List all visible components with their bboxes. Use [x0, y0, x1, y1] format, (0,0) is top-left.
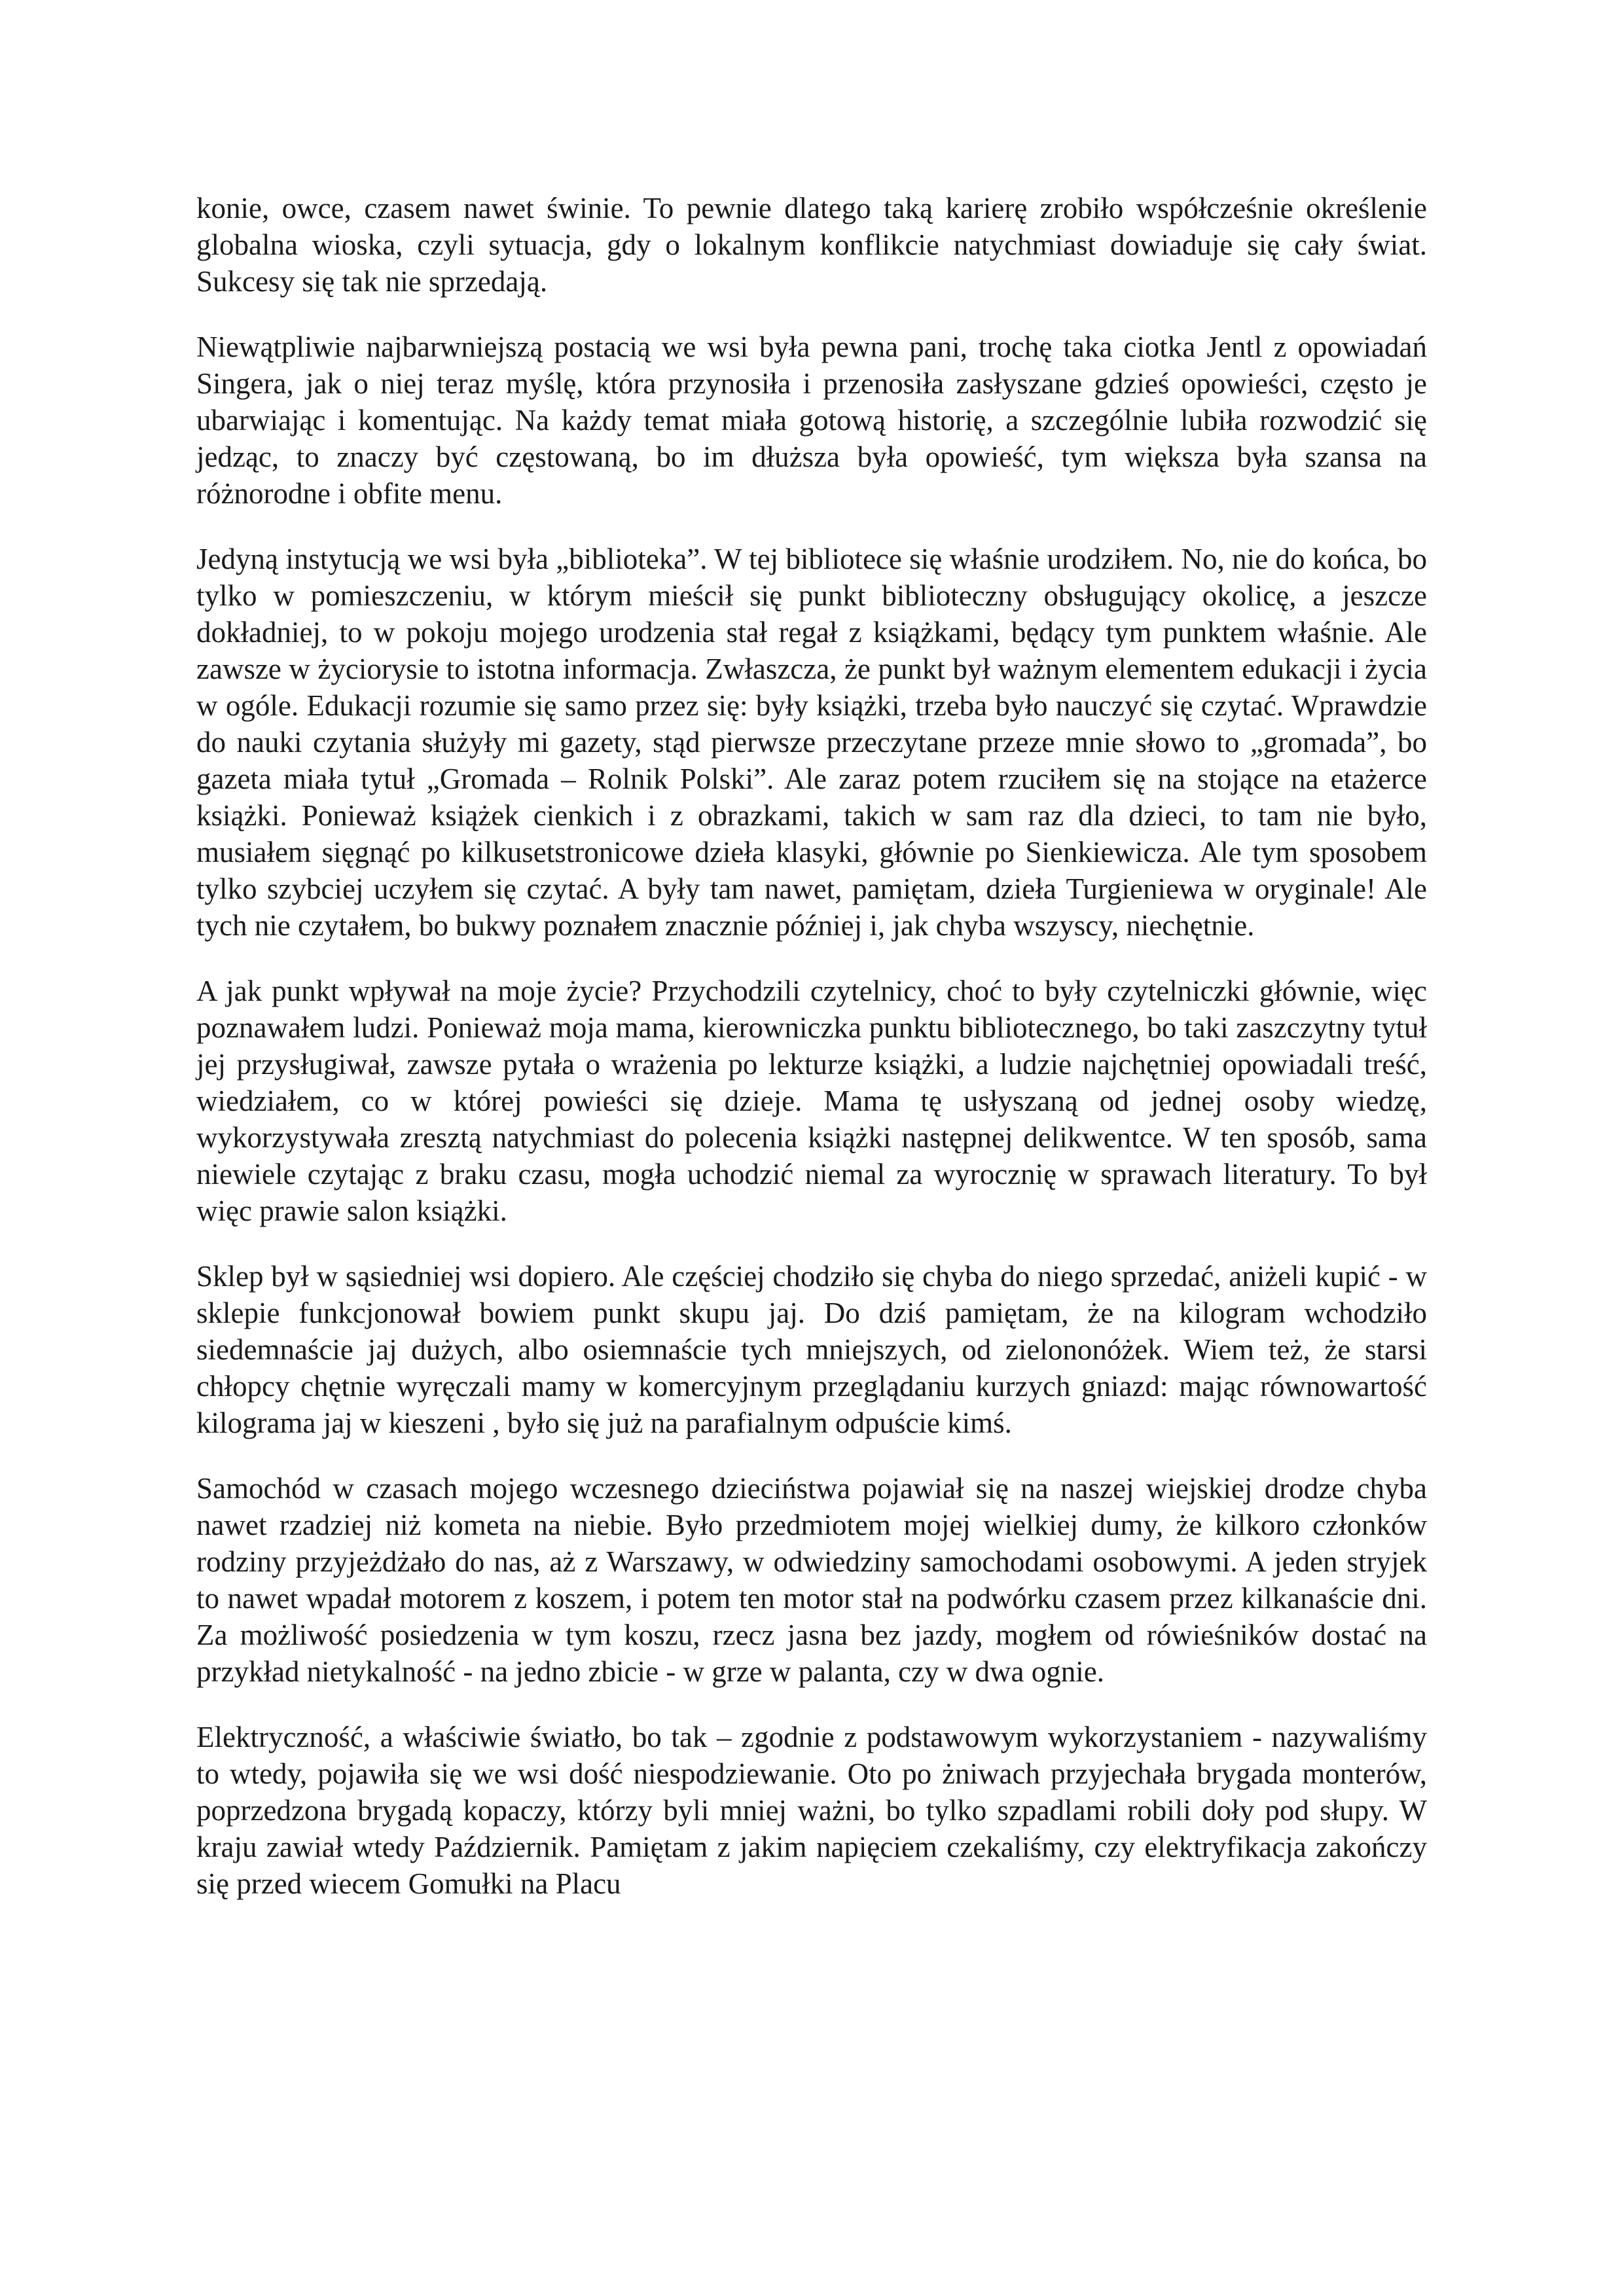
paragraph-library: Jedyną instytucją we wsi była „biblioteka”. W tej bibliotece się właśnie urodziłem. No, nie do końca, bo tylko w pomieszczeniu, w którym mieścił się punkt biblioteczny obsługujący okolicę, a jeszcze dokładniej, to w pokoju mojego urodzenia stał regał z książkami, będący tym punktem właśnie. Ale zawsze w życiorysie to istotna informacja. Zwłaszcza, że punkt był ważnym elementem edukacji i życia w ogóle. Edukacji rozumie się samo przez się: były książki, trzeba było nauczyć się czytać. Wprawdzie do nauki czytania służyły mi gazety, stąd pierwsze przeczytane przeze mnie słowo to „gromada”, bo gazeta miała tytuł „Gromada – Rolnik Polski”. Ale zaraz potem rzuciłem się na stojące na etażerce książki. Ponieważ książek cienkich i z obrazkami, takich w sam raz dla dzieci, to tam nie było, musiałem sięgnąć po kilkusetstronicowe dzieła klasyki, głównie po Sienkiewicza. Ale tym sposobem tylko szybciej uczyłem się czytać. A były tam nawet, pamiętam, dzieła Turgieniewa w oryginale! Ale tych nie czytałem, bo bukwy poznałem znacznie później i, jak chyba wszyscy, niechętnie.: [196, 543, 1427, 942]
paragraph-cars: Samochód w czasach mojego wczesnego dzieciństwa pojawiał się na naszej wiejskiej drodze chyba nawet rzadziej niż kometa na niebie. Było przedmiotem mojej wielkiej dumy, że kilkoro członków rodziny przyjeżdżało do nas, aż z Warszawy, w odwiedziny samochodami osobowymi. A jeden stryjek to nawet wpadał motorem z koszem, i potem ten motor stał na podwórku czasem przez kilkanaście dni. Za możliwość posiedzenia w tym koszu, rzecz jasna bez jazdy, mogłem od rówieśników dostać na przykład nietykalność - na jedno zbicie - w grze w palanta, czy w dwa ognie.: [196, 1472, 1427, 1688]
paragraph-electricity: Elektryczność, a właściwie światło, bo tak – zgodnie z podstawowym wykorzystaniem - nazywaliśmy to wtedy, pojawiła się we wsi dość niespodziewanie. Oto po żniwach przyjechała brygada monterów, poprzedzona brygadą kopaczy, którzy byli mniej ważni, bo tylko szpadlami robili doły pod słupy. W kraju zawiał wtedy Październik. Pamiętam z jakim napięciem czekaliśmy, czy elektryfikacja zakończy się przed wiecem Gomułki na Placu: [196, 1721, 1427, 1900]
paragraph-livestock: konie, owce, czasem nawet świnie. To pewnie dlatego taką karierę zrobiło współcześnie określenie globalna wioska, czyli sytuacja, gdy o lokalnym konflikcie natychmiast dowiaduje się cały świat. Sukcesy się tak nie sprzedają.: [196, 192, 1427, 298]
paragraph-readers: A jak punkt wpływał na moje życie? Przychodzili czytelnicy, choć to były czytelniczki głównie, więc poznawałem ludzi. Ponieważ moja mama, kierowniczka punktu bibliotecznego, bo taki zaszczytny tytuł jej przysługiwał, zawsze pytała o wrażenia po lekturze książki, a ludzie najchętniej opowiadali treść, wiedziałem, co w której powieści się dzieje. Mama tę usłyszaną od jednej osoby wiedzę, wykorzystywała zresztą natychmiast do polecenia książki następnej delikwentce. W ten sposób, sama niewiele czytając z braku czasu, mogła uchodzić niemal za wyrocznię w sprawach literatury. To był więc prawie salon książki.: [196, 975, 1427, 1227]
document-page: [196, 190, 1427, 1902]
paragraph-shop: Sklep był w sąsiedniej wsi dopiero. Ale częściej chodziło się chyba do niego sprzedać, aniżeli kupić - w sklepie funkcjonował bowiem punkt skupu jaj. Do dziś pamiętam, że na kilogram wchodziło siedemnaście jaj dużych, albo osiemnaście tych mniejszych, od zielononóżek. Wiem też, że starsi chłopcy chętnie wyręczali mamy w komercyjnym przeglądaniu kurzych gniazd: mając równowartość kilograma jaj w kieszeni , było się już na parafialnym odpuście kimś.: [196, 1260, 1427, 1439]
paragraph-village-gossip: Niewątpliwie najbarwniejszą postacią we wsi była pewna pani, trochę taka ciotka Jentl z opowiadań Singera, jak o niej teraz myślę, która przynosiła i przenosiła zasłyszane gdzieś opowieści, często je ubarwiając i komentując. Na każdy temat miała gotową historię, a szczególnie lubiła rozwodzić się jedząc, to znaczy być częstowaną, bo im dłuższa była opowieść, tym większa była szansa na różnorodne i obfite menu.: [196, 331, 1427, 510]
